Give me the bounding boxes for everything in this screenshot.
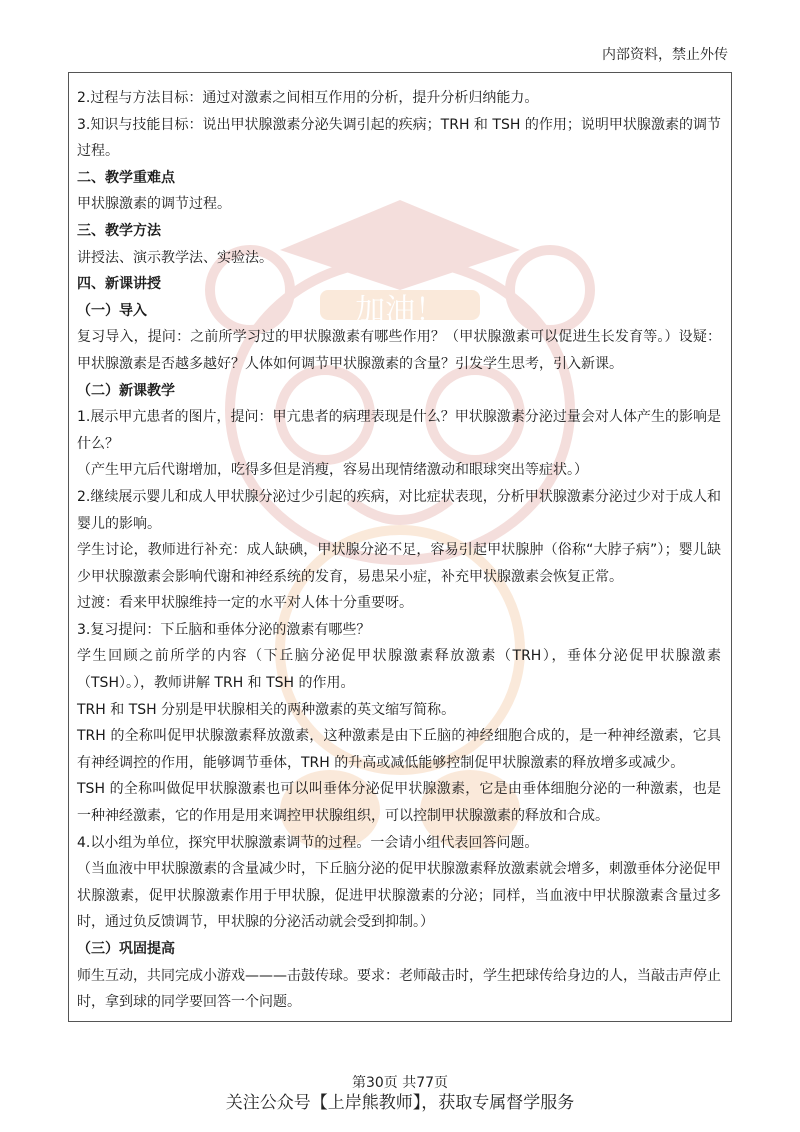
page-number: 第30页 共77页 (351, 1075, 449, 1091)
section-heading-methods: 三、教学方法 (77, 222, 161, 239)
goal-process-method: 2.过程与方法目标：通过对激素之间相互作用的分析，提升分析归纳能力。 (77, 90, 539, 106)
confidential-note: 内部资料，禁止外传 (602, 47, 728, 63)
goal-knowledge-skill: 3.知识与技能目标：说出甲状腺激素分泌失调引起的疾病；TRH 和 TSH 的作用；说明甲状腺激素的调节过程。 (77, 116, 721, 160)
lesson-plan-content (68, 72, 732, 1022)
subheading-new-teaching: （二）新课教学 (77, 382, 175, 399)
subheading-consolidation: （三）巩固提高 (77, 941, 175, 957)
step-1-text: 1.展示甲亢患者的图片，提问：甲亢患者的病理表现是什么？甲状腺激素分泌过量会对人体产生的影响是什么？ (77, 409, 721, 452)
section-heading-new-lesson: 四、新课讲授 (77, 276, 161, 293)
abbreviation-text: TRH 和 TSH 分别是甲状腺相关的两种激素的英文缩写简称。 (77, 701, 456, 718)
introduction-text: 复习导入，提问：之前所学习过的甲状腺激素有哪些作用？（甲状腺激素可以促进生长发育等。）设疑：甲状腺激素是否越多越好？人体如何调节甲状腺激素的含量？引发学生思考，引入新课。 (77, 329, 721, 372)
step-2-text: 2.继续展示婴儿和成人甲状腺分泌过少引起的疾病，对比症状表现，分析甲状腺激素分泌过少对于成人和婴儿的影响。 (77, 488, 721, 532)
review-text: 学生回顾之前所学的内容（下丘脑分泌促甲状腺激素释放激素（TRH），垂体分泌促甲状腺激素（TSH）。），教师讲解 TRH 和 TSH 的作用。 (77, 648, 721, 692)
discussion-text: 学生讨论，教师进行补充：成人缺碘，甲状腺分泌不足，容易引起甲状腺肿（俗称“大脖子病”）；婴儿缺少甲状腺激素会影响代谢和神经系统的发育，易患呆小症，补充甲状腺激素会恢复正常。 (77, 542, 721, 585)
key-points-text: 甲状腺激素的调节过程。 (77, 196, 231, 213)
step-1-answer: （产生甲亢后代谢增加，吃得多但是消瘦，容易出现情绪激动和眼球突出等症状。） (77, 462, 588, 479)
game-text: 师生互动，共同完成小游戏———击鼓传球。要求：老师敲击时，学生把球传给身边的人，当敲击声停止时，拿到球的同学要回答一个问题。 (77, 967, 721, 1011)
trh-description: TRH 的全称叫促甲状腺激素释放激素，这种激素是由下丘脑的神经细胞合成的，是一种神经激素，它具有神经调控的作用，能够调节垂体，TRH 的升高或减低能够控制促甲状腺激素的释放增多或减少。 (77, 728, 721, 771)
logo-text: 加油！ (355, 293, 445, 328)
step-3-text: 3.复习提问：下丘脑和垂体分泌的激素有哪些？ (77, 621, 371, 638)
section-heading-key-points: 二、教学重难点 (77, 169, 175, 186)
transition-text: 过渡：看来甲状腺维持一定的水平对人体十分重要呀。 (77, 595, 413, 612)
promo-text: 关注公众号【上岸熊教师】，获取专属督学服务 (225, 1093, 575, 1113)
subheading-introduction: （一）导入 (77, 302, 147, 319)
tsh-description: TSH 的全称叫做促甲状腺激素也可以叫垂体分泌促甲状腺激素，它是由垂体细胞分泌的一种激素，也是一种神经激素，它的作用是用来调控甲状腺组织，可以控制甲状腺激素的释放和合成。 (77, 781, 721, 825)
methods-text: 讲授法、演示教学法、实验法。 (77, 249, 273, 266)
step-4-text: 4.以小组为单位，探究甲状腺激素调节的过程。一会请小组代表回答问题。 (77, 834, 539, 851)
step-4-answer: （当血液中甲状腺激素的含量减少时，下丘脑分泌的促甲状腺激素释放激素就会增多，刺激垂体分泌促甲状腺激素，促甲状腺激素作用于甲状腺，促进甲状腺激素的分泌；同样，当血液中甲状腺激素含量过多时，通过负反馈调节，甲状腺的分泌活动就会受到抑制。） (77, 861, 721, 931)
